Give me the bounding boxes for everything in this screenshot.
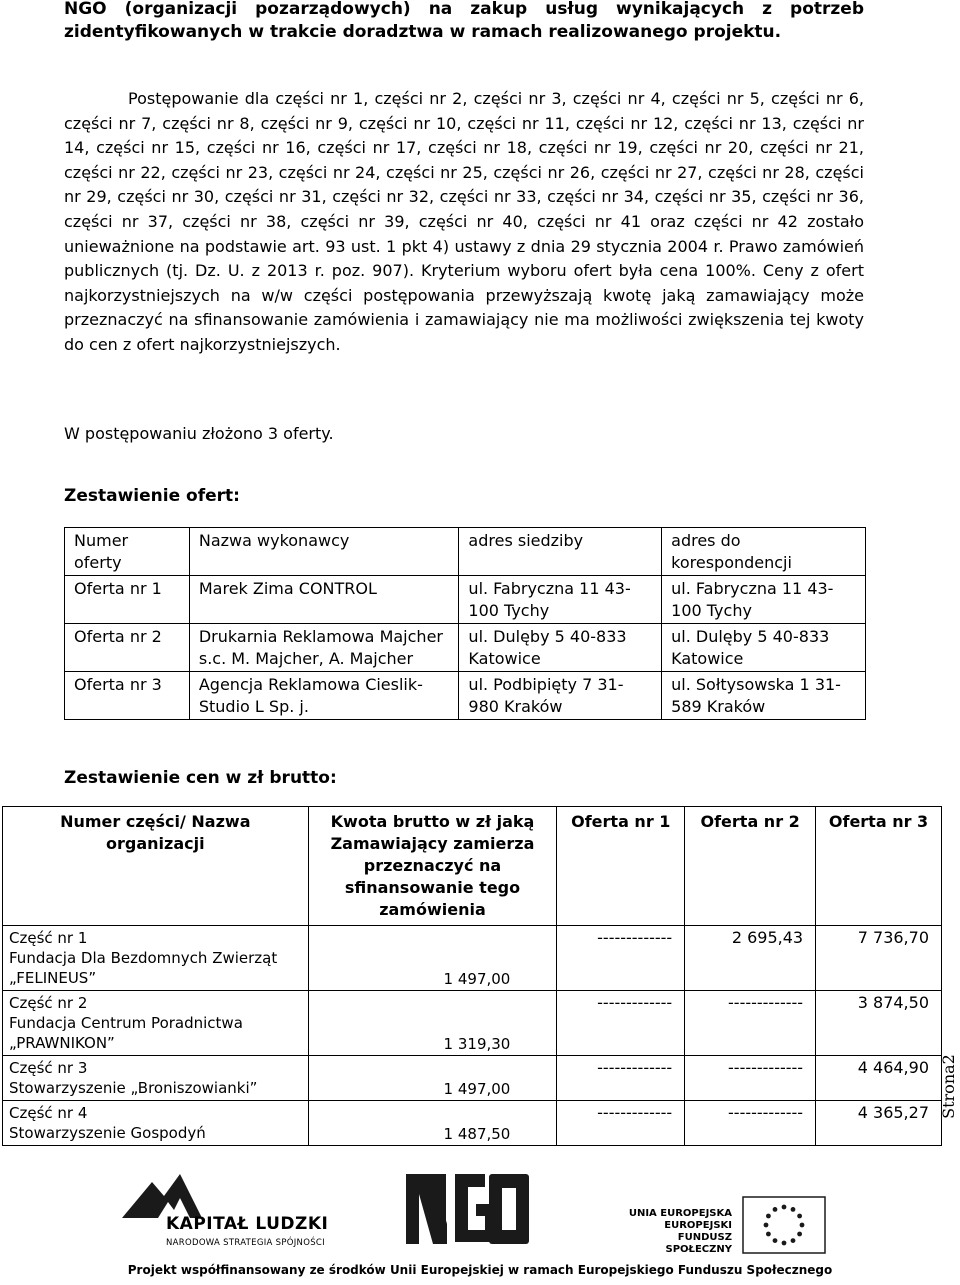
cancellation-paragraph: Postępowanie dla części nr 1, części nr 2, części nr 3, części nr 4, części nr 5, części nr 6, części nr 7, części nr 8, części nr 9, części nr 10, części nr 11, części nr 12, części nr 13, części nr 14, części nr 15, części nr 16, części nr 17, części nr 18, części nr 19, części nr 20, części nr 21, części nr 22, części nr 23, części nr 24, części nr 25, części nr 26, części nr 27, części nr 28, części nr 29, części nr 30, części nr 31, części nr 32, części nr 33, części nr 34, części nr 35, części nr 36, części nr 37, części nr 38, części nr 39, części nr 40, części nr 41 oraz części nr 42 zostało unieważnione na podstawie art. 93 ust. 1 pkt 4) ustawy z dnia 29 stycznia 2004 r. Prawo zamówień publicznych (tj. Dz. U. z 2013 r. poz. 907). Kryterium wyboru ofert była cena 100%. Ceny z ofert najkorzystniejszych na w/w części postępowania przewyższają kwotę jaką zamawiający może przeznaczyć na sfinansowanie zamówienia i zamawiający nie ma możliwości zwiększenia tej kwoty do cen z ofert najkorzystniejszych. [64,89,864,354]
offer-2-price: ------------- [685,1101,816,1146]
part-name-cell [3,1056,309,1101]
ngo-logo-mark-icon [403,1168,533,1250]
offers-header-cell: adres do korespondencji [662,528,866,576]
kapital-ludzki-logo [112,1168,342,1258]
ngo-logo [403,1168,533,1250]
offer-number: Oferta nr 1 [65,576,190,624]
seat-address: ul. Dulęby 5 40-833 Katowice [459,624,662,672]
prices-table-header [3,807,942,926]
correspondence-address: ul. Dulęby 5 40-833 Katowice [662,624,866,672]
prices-header-cell: Oferta nr 2 [685,807,816,926]
organization-name: Fundacja Centrum Poradnictwa „PRAWNIKON” [9,1014,243,1052]
contractor-name: Marek Zima CONTROL [189,576,459,624]
page-number-text: Strona2 [938,1054,958,1119]
contractor-name: Agencja Reklamowa Cieslik-Studio L Sp. j. [189,672,459,720]
table-row [3,991,942,1056]
footer-funding-note: Projekt współfinansowany ze środków Unii Europejskiej w ramach Europejskiego Funduszu Społecznego [127,1263,833,1277]
seat-address: ul. Fabryczna 11 43-100 Tychy [459,576,662,624]
kapital-ludzki-title: KAPITAŁ LUDZKI [166,1214,329,1234]
table-row [65,576,866,624]
part-name-cell [3,926,309,991]
offer-1-price: ------------- [557,1101,685,1146]
part-name-cell [3,1101,309,1146]
correspondence-address: ul. Fabryczna 11 43-100 Tychy [662,576,866,624]
table-row [65,624,866,672]
prices-table [2,806,942,1146]
budget-amount: 1 487,50 [308,1101,557,1146]
prices-heading: Zestawienie cen w zł brutto: [64,768,337,788]
offer-2-price: 2 695,43 [685,926,816,991]
prices-header-cell: Numer części/ Nazwa organizacji [3,807,309,926]
offer-2-price: ------------- [685,1056,816,1101]
offers-table [64,527,866,720]
part-number: Część nr 3 [9,1059,88,1077]
budget-amount: 1 497,00 [308,926,557,991]
offers-count-text: W postępowaniu złożono 3 oferty. [64,424,334,443]
intro-paragraph: NGO (organizacji pozarządowych) na zakup usług wynikających z potrzeb zidentyfikowanych w trakcie doradztwa w ramach realizowanego projektu. [64,0,864,42]
offers-header-cell: Numer oferty [65,528,190,576]
eu-flag-icon [742,1196,826,1254]
eu-line-3: FUNDUSZ SPOŁECZNY [665,1232,732,1255]
organization-name: Stowarzyszenie „Broniszowianki” [9,1079,258,1097]
organization-name: Fundacja Dla Bezdomnych Zwierząt „FELINEUS” [9,949,278,987]
eu-line-2: EUROPEJSKI [664,1220,732,1231]
page-number-label [938,1055,960,1125]
offer-3-price: 7 736,70 [816,926,942,991]
table-row [3,1101,942,1146]
offer-1-price: ------------- [557,926,685,991]
table-row [3,1056,942,1101]
eu-line-1: UNIA EUROPEJSKA [628,1208,732,1219]
prices-header-cell: Oferta nr 3 [816,807,942,926]
kapital-ludzki-subtitle: NARODOWA STRATEGIA SPÓJNOŚCI [166,1238,325,1248]
offers-header-cell: Nazwa wykonawcy [189,528,459,576]
table-row [3,926,942,991]
correspondence-address: ul. Sołtysowska 1 31-589 Kraków [662,672,866,720]
offer-number: Oferta nr 2 [65,624,190,672]
offer-3-price: 4 464,90 [816,1056,942,1101]
part-number: Część nr 4 [9,1104,88,1122]
offer-3-price: 3 874,50 [816,991,942,1056]
part-number: Część nr 1 [9,929,88,947]
offer-1-price: ------------- [557,991,685,1056]
seat-address: ul. Podbipięty 7 31-980 Kraków [459,672,662,720]
offers-header-cell: adres siedziby [459,528,662,576]
offer-2-price: ------------- [685,991,816,1056]
offers-heading: Zestawienie ofert: [64,486,240,506]
part-number: Część nr 2 [9,994,88,1012]
organization-name: Stowarzyszenie Gospodyń [9,1124,206,1142]
budget-amount: 1 497,00 [308,1056,557,1101]
table-row [65,672,866,720]
contractor-name: Drukarnia Reklamowa Majcher s.c. M. Majcher, A. Majcher [189,624,459,672]
eu-logo-text [612,1208,732,1256]
prices-header-cell: Oferta nr 1 [557,807,685,926]
eu-logo [612,1196,852,1256]
kapital-ludzki-mark-icon [122,1168,202,1218]
offer-number: Oferta nr 3 [65,672,190,720]
offers-table-header [65,528,866,576]
offer-1-price: ------------- [557,1056,685,1101]
offer-3-price: 4 365,27 [816,1101,942,1146]
budget-amount: 1 319,30 [308,991,557,1056]
part-name-cell [3,991,309,1056]
prices-header-cell: Kwota brutto w zł jaką Zamawiający zamierza przeznaczyć na sfinansowanie tego zamówienia [308,807,557,926]
